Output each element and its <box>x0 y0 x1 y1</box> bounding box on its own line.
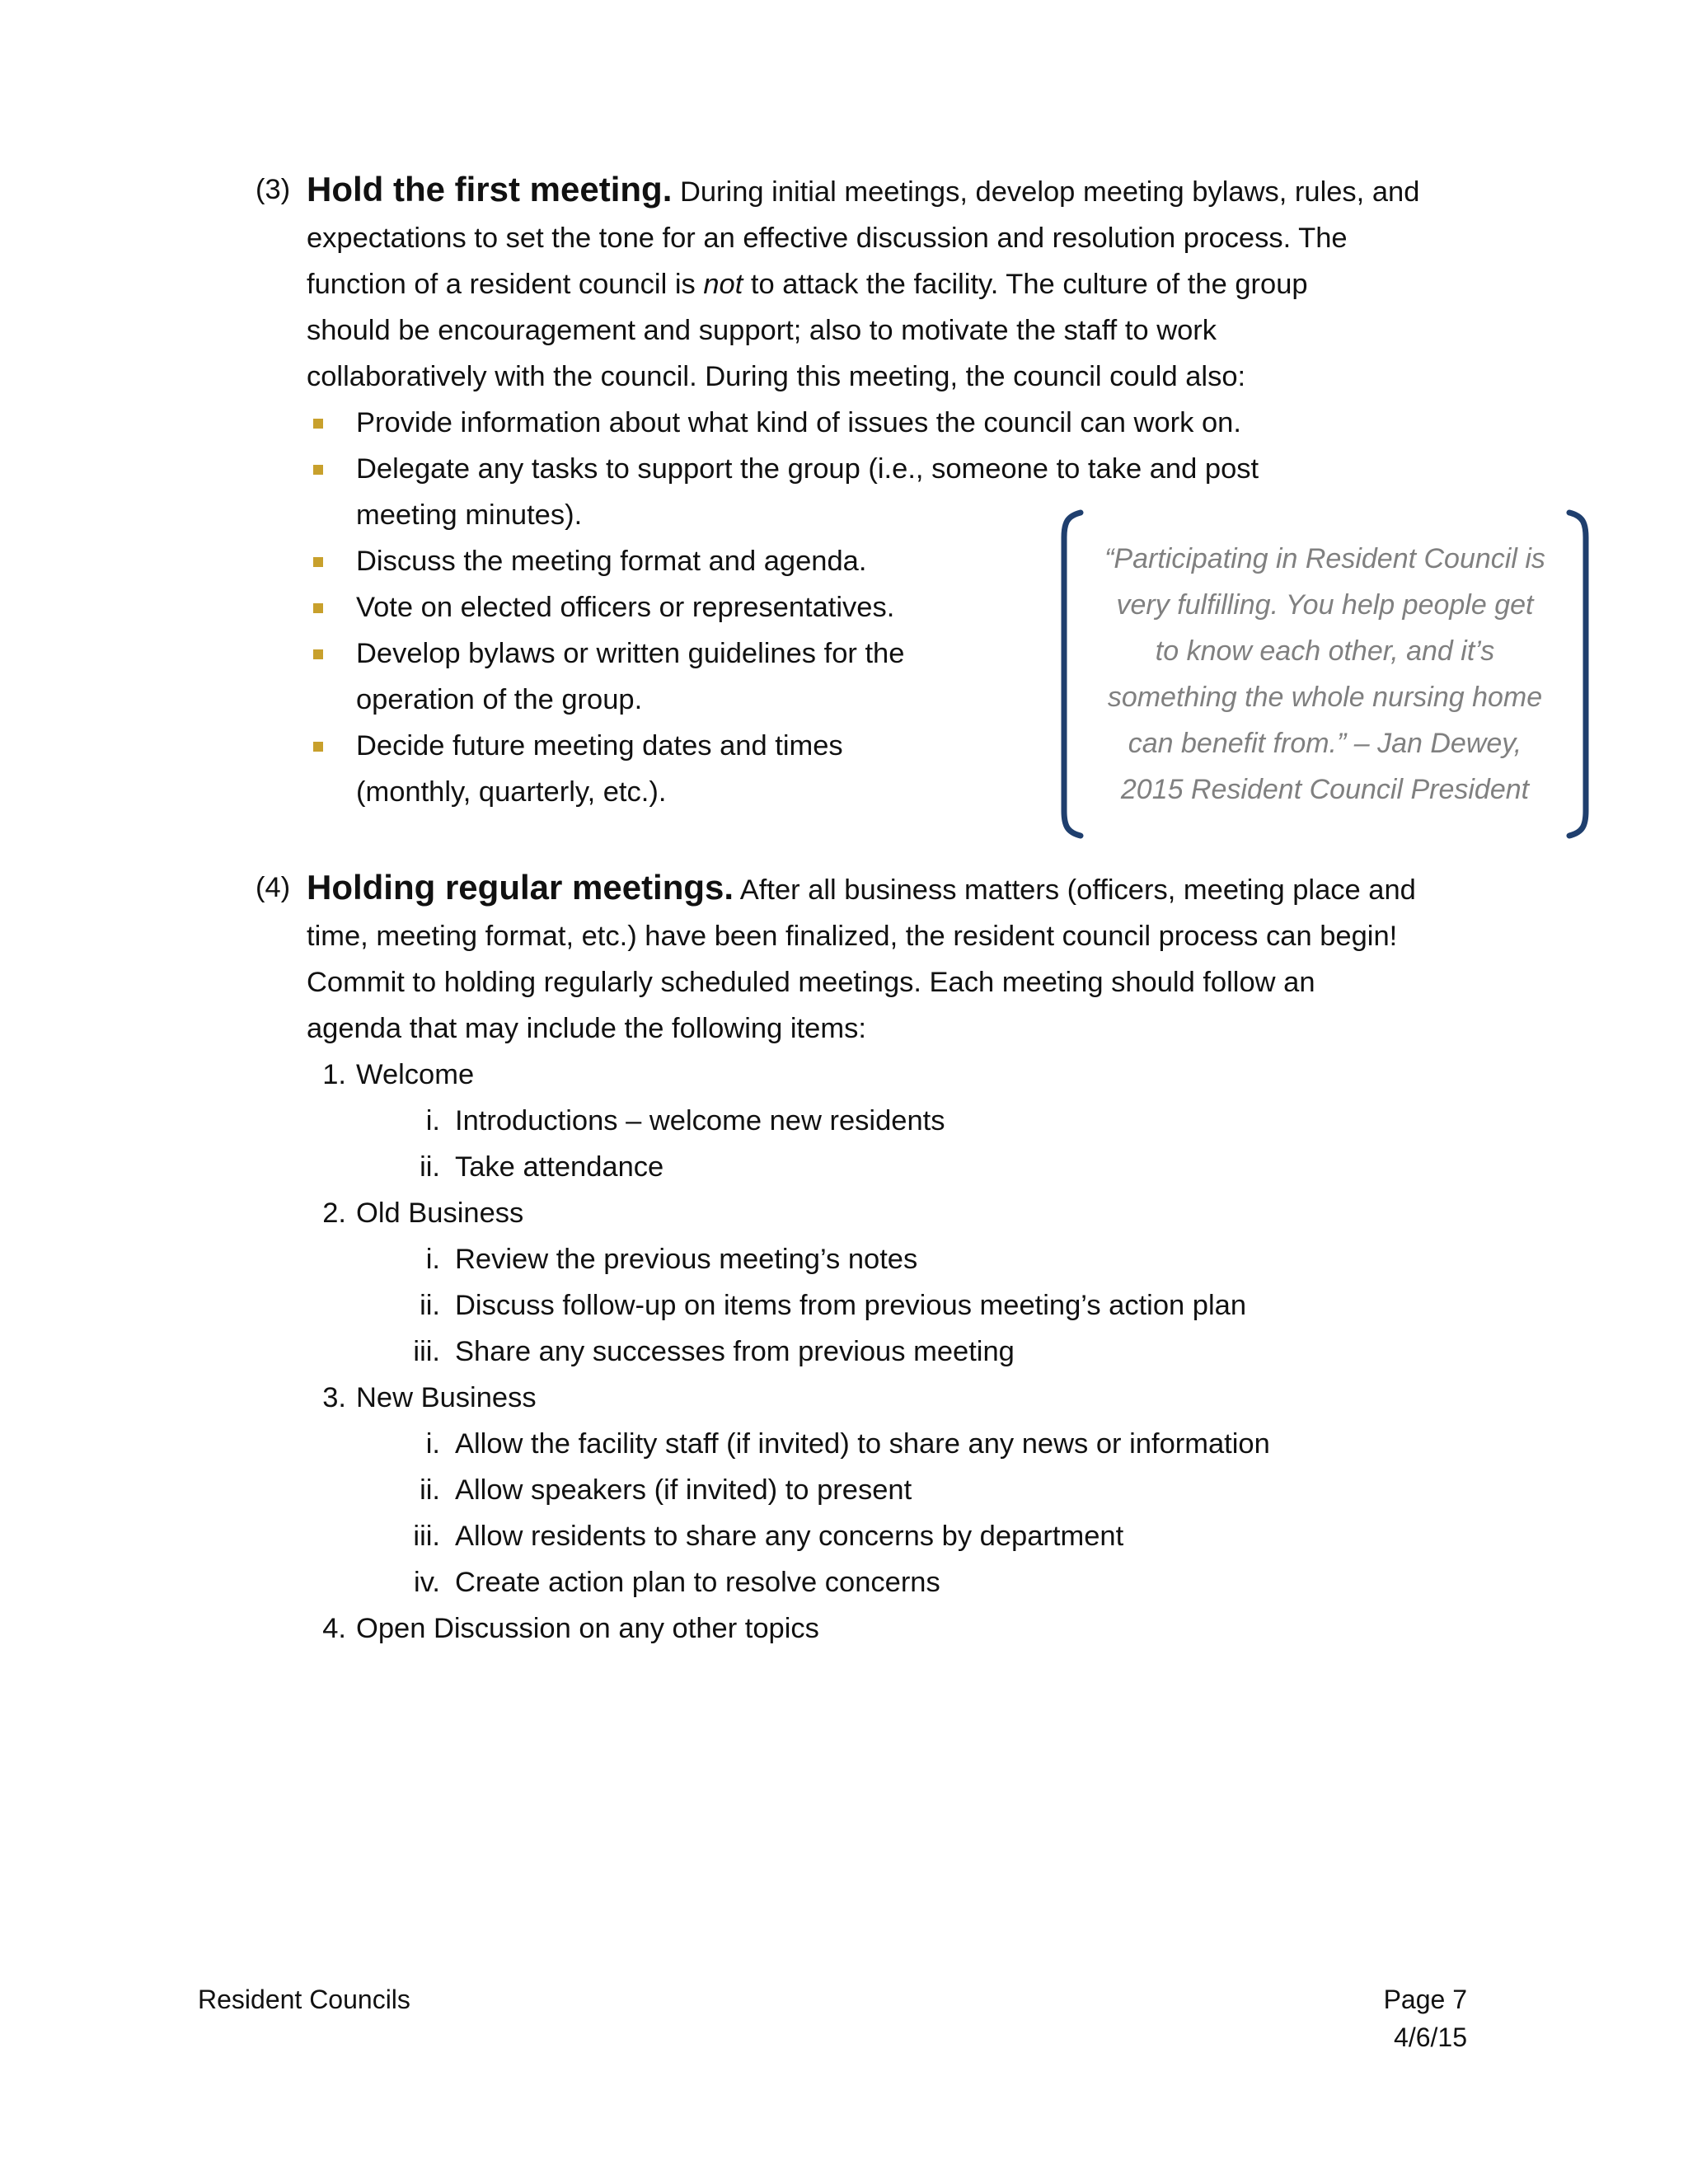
agenda-item: 3. New Business i. Allow the facility staff (if invited) to share any news or information ii. Allow speakers (if invited) to present iii. Allow residents to share any concerns by department iv. Create action plan to resolve concerns <box>356 1375 1475 1605</box>
left-bracket-icon <box>1059 509 1084 839</box>
emphasis-not: not <box>703 269 743 300</box>
list-item: Delegate any tasks to support the group (i.e., someone to take and post meeting minutes). <box>356 446 1475 538</box>
section-paragraph: Hold the first meeting. During initial meetings, develop meeting bylaws, rules, and expectations to set the tone for an effective discussion and resolution process. The function of a resident council is not to attack the facility. The culture of the group should be encouragement and support; also to motivate the staff to work collaboratively with the council. During this meeting, the council could also: <box>307 170 1420 392</box>
list-item: iv. Create action plan to resolve concerns <box>414 1567 940 1598</box>
quote-text: “Participating in Resident Council is very fulfilling. You help people get to know each other, and it’s something the whole nursing home can benefit from.” – Jan Dewey, 2015 Resident Council President <box>1104 543 1545 805</box>
section-holding-regular-meetings <box>256 865 1475 1652</box>
right-bracket-icon <box>1566 509 1591 839</box>
section-number: (3) <box>256 174 291 205</box>
footer-page-number: Page 7 <box>1383 1985 1467 2014</box>
list-item: Vote on elected officers or representatives. <box>356 584 1475 630</box>
section-heading: Holding regular meetings. <box>307 868 734 907</box>
list-item: Decide future meeting dates and times (monthly, quarterly, etc.). <box>356 723 1475 815</box>
square-bullet-icon <box>313 465 323 475</box>
list-item: i. Review the previous meeting’s notes <box>425 1244 918 1275</box>
pull-quote <box>1059 509 1591 839</box>
footer-title: Resident Councils <box>198 1985 410 2014</box>
section-paragraph: Holding regular meetings. After all business matters (officers, meeting place and time, meeting format, etc.) have been finalized, the resident council process can begin! Commit to holding regularly scheduled meetings. Each meeting should follow an agenda that may include the following items: <box>307 868 1416 1044</box>
footer-date: 4/6/15 <box>1394 2022 1467 2052</box>
list-item: iii. Share any successes from previous meeting <box>413 1336 1015 1367</box>
list-item: iii. Allow residents to share any concerns by department <box>413 1521 1124 1552</box>
list-item: ii. Take attendance <box>420 1151 664 1183</box>
agenda-item: 2. Old Business i. Review the previous meeting’s notes ii. Discuss follow-up on items from previous meeting’s action plan iii. Share any successes from previous meeting <box>356 1190 1475 1375</box>
list-item: i. Introductions – welcome new residents <box>425 1105 945 1137</box>
list-item: Develop bylaws or written guidelines for the operation of the group. <box>356 630 1475 723</box>
agenda-sublist <box>420 1098 1475 1190</box>
list-item: i. Allow the facility staff (if invited) to share any news or information <box>425 1428 1270 1460</box>
agenda-sublist <box>413 1236 1475 1375</box>
square-bullet-icon <box>313 603 323 613</box>
agenda-list <box>322 1052 1475 1652</box>
agenda-sublist <box>413 1421 1475 1605</box>
square-bullet-icon <box>313 419 323 429</box>
list-item: Provide information about what kind of issues the council can work on. <box>356 400 1475 446</box>
section-number: (4) <box>256 872 291 903</box>
list-item: ii. Allow speakers (if invited) to present <box>420 1474 912 1506</box>
list-item: ii. Discuss follow-up on items from previous meeting’s action plan <box>420 1290 1247 1321</box>
square-bullet-icon <box>313 649 323 659</box>
square-bullet-icon <box>313 742 323 752</box>
list-item: Discuss the meeting format and agenda. <box>356 538 1475 584</box>
agenda-item: 4. Open Discussion on any other topics <box>322 1613 819 1644</box>
section-heading: Hold the first meeting. <box>307 170 673 209</box>
agenda-item: 1. Welcome i. Introductions – welcome new residents ii. Take attendance <box>356 1052 1475 1190</box>
square-bullet-icon <box>313 557 323 567</box>
